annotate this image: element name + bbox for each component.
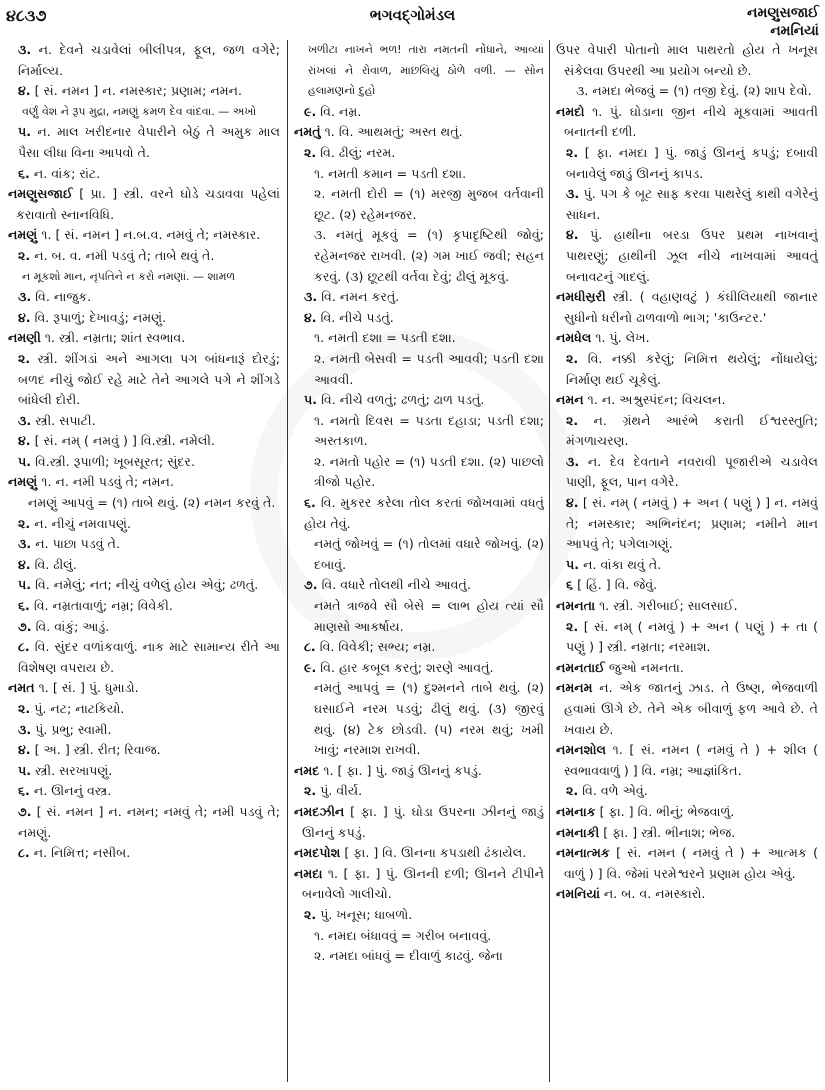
entry-sense xyxy=(556,781,818,802)
dictionary-entry xyxy=(556,884,818,905)
definition-text: નમતે ત્રાજવે સૌ બેસે = લાભ હોય ત્યાં સૌ માણસો આકર્ષાય. xyxy=(314,598,544,634)
entry-sense xyxy=(556,575,818,596)
definition-text: ન. બ. વ. નમસ્કારો. xyxy=(603,886,706,902)
entry-sense xyxy=(294,637,544,658)
column-divider xyxy=(287,40,288,1082)
definition-text: પું. નટ; નાટકિયો. xyxy=(34,701,125,716)
definition-text: ૧. [ સં. નમન ( નમવું તે ) + શીલ ( સ્વભાવવાળું ) ] વિ. નમ્ર; આજ્ઞાંકિત. xyxy=(564,742,818,778)
headword: નમનતા xyxy=(556,598,596,614)
definition-text: જુઓ નમનતા. xyxy=(608,659,684,675)
definition-text: વિ. નમન કરતું. xyxy=(321,289,400,305)
definition-text: વિ. ઢીલું. xyxy=(34,556,77,572)
dictionary-entry xyxy=(556,823,818,844)
definition-text: ૧. [ ફા. ] પું. જાડું ઊનનું કપડું. xyxy=(323,762,482,778)
definition-text: [ ફા. ] પું. ઘોડા ઉપરના ઝીનનું જાડું ઊનનું કપડું. xyxy=(302,803,544,840)
entry-sense xyxy=(8,40,280,81)
sense-number: ૩. xyxy=(566,186,580,202)
definition-text: ૧. નમતી કમાન = પડતી દશા. xyxy=(314,165,467,181)
definition-text: ન. બ. વ. નમી પડવું તે; તાબે થવું તે. xyxy=(34,247,215,263)
entry-sense xyxy=(294,225,544,287)
definition-text: ૩. નમતું મૂકવું = (૧) કૃપાદૃષ્ટિથી જોવું; રહેમનજર રાખવી. (૨) ગમ ખાઈ જવી; સહન કરવું. (૩) છૂટથી વર્તવા દેવું; ઢીલું મૂકવું. xyxy=(314,227,544,284)
entry-sense xyxy=(8,699,280,720)
sense-number: ૪. xyxy=(18,556,31,572)
headword: નમનમ xyxy=(556,680,593,696)
definition-text: [ ફા. ] વિ. ઊનના કપડાથી ઢંકાયેલ. xyxy=(344,845,527,861)
entry-sense xyxy=(556,493,818,555)
dictionary-entry xyxy=(556,678,818,740)
definition-text: ૧. [ ફા. ] પું. ઊનની દળી; ઊનને ટીપીને બનાવેલો ગાલીચો. xyxy=(302,865,544,902)
entry-sense xyxy=(8,452,280,473)
definition-text: [ સં. નમ્ ( નમવું ) + અન ( પણું ) + તા ( પણું ) ] સ્ત્રી. નમ્રતા; નરમાશ. xyxy=(566,618,818,655)
dictionary-entry xyxy=(556,843,818,884)
definition-text: સ્ત્રી. સરખાપણું. xyxy=(35,762,113,778)
entry-sense xyxy=(294,452,544,493)
entry-sense xyxy=(294,658,544,679)
definition-text: પું. પ્રભુ; સ્વામી. xyxy=(35,721,112,737)
entry-sense xyxy=(8,431,280,452)
entry-sense xyxy=(8,308,280,329)
dictionary-entry xyxy=(556,740,818,781)
sense-number: ૨. xyxy=(18,515,31,531)
dictionary-entry xyxy=(294,864,544,905)
entry-sense xyxy=(294,781,544,802)
sense-number: ૬. xyxy=(18,598,30,614)
headword: નમનાક xyxy=(556,803,596,819)
entry-sense xyxy=(294,575,544,596)
sense-number: ૪. xyxy=(566,495,579,511)
entry-sense xyxy=(8,596,280,617)
entry-sense xyxy=(8,411,280,432)
definition-text: ૧. ન. અશ્રુસ્પંદન; વિચલન. xyxy=(587,392,726,408)
definition-text: ૧. નમદા બંધાવવું = ગરીબ બનાવવું. xyxy=(314,927,492,943)
entry-sense xyxy=(294,411,544,452)
entry-sense xyxy=(8,555,280,576)
entry-sense xyxy=(294,946,544,967)
definition-text: સ્ત્રી. સપાટી. xyxy=(35,412,96,428)
sense-number: ૫. xyxy=(18,124,32,140)
sense-number: ૭. xyxy=(304,577,318,593)
headword: નમતું xyxy=(294,124,321,140)
column-2 xyxy=(294,40,544,1084)
definition-text: નમતું આપવું = (૧) દુશ્મનને તાબે થવું. (૨) ઘસાઈને નરમ પડવું; ઢીલું થવું. (૩) જીરવું થવું. (૪) ટેક છોડવી. (૫) નરમ થવું; ખમી ખાવું; નરમાશ રાખવી. xyxy=(314,680,544,758)
definition-text: નમતું જોખવું = (૧) તોલમાં વધારે જોખવું. (૨) દબાવું. xyxy=(314,536,544,572)
entry-sense xyxy=(294,349,544,390)
sense-number: ૬ xyxy=(566,577,574,593)
dictionary-entry xyxy=(556,658,818,679)
entry-sense xyxy=(294,493,544,534)
dictionary-entry xyxy=(556,102,818,143)
definition-text: ન. વાંક; રાંટ. xyxy=(33,165,101,181)
sense-number: ૩. xyxy=(566,453,580,469)
entry-sense xyxy=(8,287,280,308)
headword: નમદા xyxy=(294,865,323,881)
sense-number: ૮. xyxy=(18,845,30,861)
sense-number: ૨. xyxy=(566,783,579,799)
entry-sense xyxy=(8,514,280,535)
definition-text: વિ. નમ્ર. xyxy=(320,103,362,119)
sense-number: ૩. xyxy=(18,42,32,57)
column-divider xyxy=(549,40,550,1082)
entry-sense xyxy=(294,164,544,185)
definition-text: વિ. ઢીલું; નરમ. xyxy=(320,144,396,160)
sense-number: ૬. xyxy=(18,165,30,181)
entry-sense xyxy=(294,184,544,225)
sense-number: ૩. xyxy=(304,289,318,305)
definition-text: ૧. નમતો દિવસ = પડતા દહાડા; પડતી દશા; અસ્તકાળ. xyxy=(314,412,544,449)
definition-text: ૨. નમદા બાંધવું = દીવાળું કાઢવું. જેના xyxy=(314,948,503,964)
sense-number: ૫. xyxy=(18,453,32,469)
sense-number: ૫. xyxy=(304,392,318,408)
entry-sense xyxy=(8,637,280,678)
entry-sense xyxy=(8,843,280,864)
definition-text: પું. હાથીના બરડા ઉપર પ્રથમ નાખવાનું પાથરણું; હાથીની ઝૂલ નીચે નાખવામાં આવતું બનાવટનું ગાદલું. xyxy=(566,227,818,284)
entry-sense xyxy=(294,308,544,329)
definition-text: ૧. સ્ત્રી. ગરીબાઈ; સાલસાઈ. xyxy=(599,598,738,614)
entry-sense xyxy=(556,349,818,390)
definition-text: ન. દેવને ચડાવેલાં બીલીપત્ર, ફૂલ, જળ વગેરે; નિર્માલ્ય. xyxy=(18,42,280,78)
sense-number: ૩. xyxy=(18,289,32,305)
entry-sense xyxy=(8,81,280,102)
dictionary-entry xyxy=(556,596,818,617)
definition-text: ન મૂકશો માન, નૃપતિને ન કરો નમણાં. — શામળ xyxy=(22,269,236,283)
definition-text: ૨. નમતો પહોર = (૧) પડતી દશા. (૨) પાછલો ત્રીજો પહોર. xyxy=(314,453,544,490)
definition-text: ન. માલ ખરીદનાર વેપારીને બેઠું તે અમુક માલ પૈસા લીધા વિના આપવો તે. xyxy=(18,124,280,160)
page-header xyxy=(6,4,819,42)
entry-sense xyxy=(8,617,280,638)
entry-sense xyxy=(8,761,280,782)
sense-number: ૩. xyxy=(18,721,32,737)
definition-text: [ સં. નમન ] ન. નમન; નમવું તે; નમી પડવું તે; નમણું. xyxy=(18,803,280,840)
entry-sense xyxy=(556,555,818,576)
definition-text: વિ. નમેલું; નત; નીચું વળેલું હોય એવું; ઢળતું. xyxy=(35,577,259,593)
headword: નમદઝીન xyxy=(294,803,345,819)
entry-sense xyxy=(294,328,544,349)
guide-words xyxy=(747,4,819,40)
entry-sense xyxy=(556,143,818,184)
dictionary-entry xyxy=(294,761,544,782)
dictionary-entry xyxy=(8,678,280,699)
headword: નમનશોલ xyxy=(556,742,607,758)
entry-sense xyxy=(8,575,280,596)
sense-number: ૮. xyxy=(304,639,316,655)
dictionary-entry xyxy=(294,802,544,843)
entry-sense xyxy=(556,81,818,102)
definition-text: વિ. નક્કી કરેલું; નિમિત્ત થયેલું; નોંધાયેલું; નિર્માણ થઈ ચૂકેલું. xyxy=(566,350,818,387)
definition-text: વિ. નાજુક. xyxy=(35,289,92,305)
entry-sense xyxy=(294,926,544,947)
definition-text: પું. વીર્ય. xyxy=(320,783,363,799)
definition-text: ૩. નમદા ભેજવું = (૧) તજી દેવું. (૨) શાપ દેવો. xyxy=(576,83,812,99)
sense-number: ૫. xyxy=(18,762,32,778)
dictionary-entry xyxy=(8,328,280,349)
dictionary-entry xyxy=(8,225,280,246)
entry-sense xyxy=(8,122,280,163)
definition-text: સ્ત્રી. શીંગડાં અને આગલા પગ બાંધનારૂં દોરડું; બળદ નીચું જોઈ રહે માટે તેને આગલે પગે ને શીંગડે બાંધેલી દોરી. xyxy=(18,350,280,408)
definition-text: ૧. સ્ત્રી. નમ્રતા; શાંત સ્વભાવ. xyxy=(44,330,186,346)
dictionary-entry xyxy=(556,40,818,81)
headword: નમત xyxy=(8,680,35,696)
dictionary-entry xyxy=(556,328,818,349)
definition-text: વિ.સ્ત્રી. રૂપાળી; ખૂબસૂરત; સુંદર. xyxy=(35,453,195,469)
entry-sense xyxy=(556,411,818,452)
sense-number: ૫. xyxy=(566,556,580,572)
definition-text: [ ફા. ] વિ. ભીનું; ભેજવાળું. xyxy=(599,803,735,819)
entry-sense xyxy=(8,164,280,185)
entry-sense xyxy=(556,617,818,658)
page-number: ૪૮૩૭ xyxy=(6,6,47,25)
definition-text: [ હિં. ] વિ. જેવું. xyxy=(577,577,658,593)
entry-sense xyxy=(294,102,544,123)
sense-number: ૪. xyxy=(18,433,31,449)
entry-sense xyxy=(8,349,280,411)
entry-sense xyxy=(8,802,280,843)
definition-text: ન. પાછા પડવું તે. xyxy=(35,536,120,552)
entry-sense xyxy=(8,740,280,761)
dictionary-entry xyxy=(556,287,818,328)
entry-sense xyxy=(294,905,544,926)
sense-number: ૪. xyxy=(304,309,317,325)
definition-text: વિ. વિવેકી; સભ્ય; નમ્ર. xyxy=(319,639,436,655)
entry-sense xyxy=(294,390,544,411)
headword: નમદો xyxy=(556,103,585,119)
definition-text: ૧. વિ. આથમતું; અસ્ત થતું. xyxy=(324,124,463,140)
headword: નમનિયાં xyxy=(556,886,600,902)
headword: નમણું xyxy=(8,227,38,243)
column-1 xyxy=(8,40,280,1084)
entry-sense xyxy=(294,534,544,575)
definition-text: ૨. નમતી બેસવી = પડતી આવવી; પડતી દશા આવવી. xyxy=(314,350,544,387)
guide-word-first: નમણુસજાઈ xyxy=(747,5,819,21)
page-title: ભગવદ્ગોમંડલ xyxy=(369,6,456,24)
definition-text: ૧. પું. લેખ. xyxy=(595,330,650,346)
sense-number: ૪. xyxy=(18,742,31,758)
sense-number: ૬. xyxy=(304,495,316,511)
definition-text: [ અ. ] સ્ત્રી. રીત; રિવાજ. xyxy=(34,742,161,758)
headword: નમદપોશ xyxy=(294,845,341,861)
entry-sense xyxy=(294,287,544,308)
sense-number: ૬. xyxy=(18,783,30,799)
quotation xyxy=(8,102,280,123)
dictionary-entry xyxy=(8,472,280,493)
definition-text: [ ફા. ] સ્ત્રી. ભીનાશ; ભેજ. xyxy=(603,824,736,840)
entry-sense xyxy=(8,246,280,267)
headword: નમનાત્મક xyxy=(556,845,610,861)
definition-text: પું. ખનૂસ; ધાબળો. xyxy=(320,906,413,922)
entry-sense xyxy=(294,596,544,637)
definition-text: ન. દેવ દેવતાને નવરાવી પૂજારીએ ચડાવેલ પાણી, ફૂલ, પાન વગેરે. xyxy=(566,453,818,490)
entry-sense xyxy=(556,184,818,225)
definition-text: ન. ઊનનું વસ્ત્ર. xyxy=(33,783,112,799)
definition-text: વિ. નીચે વળતું; ઢળતું; ઢાળ પડતું. xyxy=(321,392,485,408)
definition-text: વિ. સુંદર વળાંકવાળું. નાક માટે સામાન્ય રીતે આ વિશેષણ વપરાય છે. xyxy=(18,639,280,675)
entry-sense xyxy=(294,143,544,164)
entry-sense xyxy=(294,678,544,760)
headword: નમણી xyxy=(8,330,41,346)
sense-number: ૨. xyxy=(18,247,31,263)
headword: નમનાકી xyxy=(556,824,600,840)
headword: નમદ xyxy=(294,762,320,778)
definition-text: વિ. વાંકું; આડું. xyxy=(35,618,110,634)
definition-text: ૧. [ સં. ] પું. ધુમાડો. xyxy=(38,680,139,696)
column-3 xyxy=(556,40,818,1084)
definition-text: ૧. ન. નમી પડવું તે; નમન. xyxy=(41,474,174,490)
definition-text: વિ. વધારે તોલથી નીચે આવતું. xyxy=(321,577,471,593)
sense-number: ૯. xyxy=(304,659,317,675)
definition-text: ૧. પું. ઘોડાના જીન નીચે મૂકવામાં આવતી બનાતની દળી. xyxy=(564,103,818,140)
sense-number: ૪. xyxy=(18,83,31,99)
definition-text: ૧. નમતી દશા = પડતી દશા. xyxy=(314,330,456,346)
sense-number: ૨. xyxy=(18,350,31,366)
definition-text: [ ફા. નમદા ] પું. જાડું ઊનનું કપડું; દબાવી બનાવેલું જાડું ઊનનું કાપડ. xyxy=(566,144,818,181)
definition-text: પું. પગ કે બૂટ સાફ કરવા પાથરેલું કાથી વગેરેનું સાધન. xyxy=(566,186,818,222)
sense-number: ૨. xyxy=(566,144,579,160)
entry-sense xyxy=(8,781,280,802)
headword: નમધેલ xyxy=(556,330,592,346)
sense-number: ૫. xyxy=(18,577,32,593)
definition-text: ન. વાંકા થવું તે. xyxy=(583,556,662,572)
quotation xyxy=(294,40,544,102)
definition-text: [ સં. નમ્ ( નમવું ) ] વિ.સ્ત્રી. નમેલી. xyxy=(34,433,215,449)
definition-text: ખળીટા નાખને ભળ! તારા નમતની નોંધાને, આવ્યાં રાંખલાં ને રોવાળ, માછલિયું ઠોળે વળી. — સોન હલામણનો દુહો xyxy=(308,43,544,98)
headword: નમનતાઈ xyxy=(556,659,605,675)
guide-word-last: નમનિયાં xyxy=(770,23,819,39)
entry-sense xyxy=(8,493,280,514)
headword: નમણુસજાઈ xyxy=(8,186,73,202)
sense-number: ૭. xyxy=(18,803,32,819)
dictionary-entry xyxy=(556,390,818,411)
entry-sense xyxy=(556,452,818,493)
definition-text: વિ. મુકરર કરેલા તોલ કરતાં જોખવામાં વધતું હોય તેવું. xyxy=(304,495,544,531)
definition-text: નમણું આપવું = (૧) તાબે થવું. (૨) નમન કરવું તે. xyxy=(28,495,276,511)
sense-number: ૨. xyxy=(566,618,579,634)
sense-number: ૨. xyxy=(304,906,317,922)
sense-number: ૪. xyxy=(566,227,579,243)
sense-number: ૪. xyxy=(18,309,31,325)
sense-number: ૮. xyxy=(18,639,30,655)
sense-number: ૭. xyxy=(18,618,32,634)
definition-text: વિ. નીચે પડતું. xyxy=(320,309,394,325)
definition-text: [ પ્રા. ] સ્ત્રી. વરને ઘોડે ચડાવવા પહેલાં કરાવાતો સ્નાનવિધિ. xyxy=(16,186,280,222)
dictionary-entry xyxy=(294,843,544,864)
headword: નમધીસ્રરી xyxy=(556,289,606,305)
dictionary-entry xyxy=(294,122,544,143)
definition-text: વર્ણું વેશ ને રૂપ મુદ્રા, નમણું કમળ દેવ વાંદવા. — અખો xyxy=(22,104,257,118)
definition-text: [ સં. નમન ( નમવું તે ) + આત્મક ( વાળું ) ] વિ. જેમાં પરમેશ્વરને પ્રણામ હોય એવું. xyxy=(564,845,818,881)
headword: નમણું xyxy=(8,474,38,490)
entry-sense xyxy=(556,225,818,287)
definition-text: ન. એક જાતનું ઝાડ. તે ઉષ્ણ, ભેજવાળી હવામાં ઊગે છે. તેને એક બીવાળું ફળ આવે છે. તે ખવાય છે. xyxy=(564,680,818,737)
sense-number: ૯. xyxy=(304,103,317,119)
definition-text: ન. નીચું નમવાપણું. xyxy=(34,515,132,531)
definition-text: વિ. નમ્રતાવાળું; નમ્ર; વિવેકી. xyxy=(33,598,173,614)
definition-text: ૧. [ સં. નમન ] ન.બ.વ. નમવું તે; નમસ્કાર. xyxy=(41,227,261,243)
sense-number: ૨. xyxy=(566,412,579,428)
sense-number: ૩. xyxy=(18,412,32,428)
definition-text: વિ. વળે એવું. xyxy=(582,783,648,799)
definition-text: [ સં. નમન ] ન. નમસ્કાર; પ્રણામ; નમન. xyxy=(34,83,242,99)
definition-text: ઉપર વેપારી પોતાનો માલ પાથરતો હોય તે ખનૂસ સંકેલવા ઉપરથી આ પ્રયોગ બન્યો છે. xyxy=(556,42,818,78)
definition-text: ન. નિમિત્ત; નસીબ. xyxy=(33,845,131,861)
sense-number: ૨. xyxy=(566,350,579,366)
sense-number: ૨. xyxy=(304,144,317,160)
quotation xyxy=(8,267,280,288)
headword: નમન xyxy=(556,392,584,408)
entry-sense xyxy=(8,534,280,555)
definition-text: ન. ગ્રંથને આરંભે કરાતી ઈશ્વરસ્તુતિ; મંગળાચરણ. xyxy=(566,412,818,449)
sense-number: ૨. xyxy=(304,783,317,799)
dictionary-entry xyxy=(556,802,818,823)
definition-text: વિ. રૂપાળું; દેખાવડું; નમણું. xyxy=(34,309,167,325)
dictionary-entry xyxy=(8,184,280,225)
entry-sense xyxy=(8,720,280,741)
definition-text: વિ. હાર કબૂલ કરતું; શરણે આવતું. xyxy=(320,659,494,675)
definition-text: [ સં. નમ્ ( નમવું ) + અન ( પણું ) ] ન. નમવું તે; નમસ્કાર; અભિનંદન; પ્રણામ; નમીને માન આપવું તે; પગેલાગણું. xyxy=(566,495,818,552)
sense-number: ૨. xyxy=(18,701,31,716)
sense-number: ૩. xyxy=(18,536,32,552)
definition-text: સ્ત્રી. ( વહાણવટું ) કંઘીલિયાથી જાનાર સુધીનો ધરીનો ઢાળવાળો ભાગ; 'કાઉન્ટર.' xyxy=(564,289,818,325)
definition-text: ૨. નમતી દોરી = (૧) મરજી મુજબ વર્તવાની છૂટ. (૨) રહેમનજર. xyxy=(314,186,544,222)
